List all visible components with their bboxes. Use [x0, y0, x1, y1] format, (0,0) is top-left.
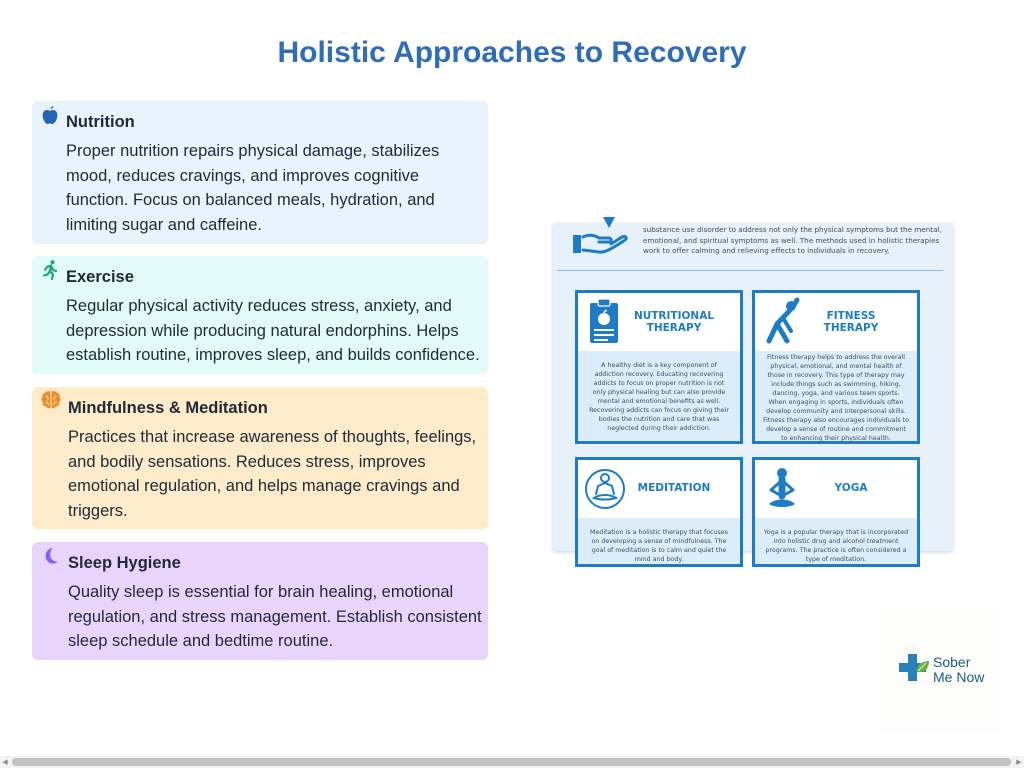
- infographic-divider: [557, 270, 943, 271]
- meditation-box: [575, 457, 743, 567]
- nutritional-therapy-box: [575, 290, 743, 444]
- sleep-card: [32, 542, 488, 660]
- card-heading: Mindfulness & Meditation: [68, 399, 268, 417]
- box-description: A healthy diet is a key component of addiction recovery. Educating recovering addicts to focus on proper nutrition is not only physical healing but can also provide mental and emotional benefits as well. Recovering addicts can focus on giving their bodies the nutrition and care that was neglected during their addiction.: [578, 351, 740, 441]
- card-body: Regular physical activity reduces stress, anxiety, and depression while producing natural endorphins. Helps establish routine, improves sleep, and builds confidence.: [66, 297, 480, 365]
- box-header: [755, 293, 917, 351]
- horizontal-scrollbar[interactable]: [0, 756, 1024, 768]
- fitness-therapy-box: [752, 290, 920, 444]
- crescent-moon-icon: [40, 545, 60, 567]
- box-title: YOGA: [834, 482, 868, 494]
- scroll-left-arrow-icon[interactable]: ◀: [2, 758, 8, 766]
- logo-line-2: Me Now: [933, 668, 985, 685]
- box-title: MEDITATION: [637, 482, 711, 494]
- box-description: Fitness therapy helps to address the overall physical, emotional, and mental health of those in recovery. This type of therapy may include things such as swimming, hiking, dancing, yoga, and various team sports. When engaging in sports, individuals often develop community and interpersonal skills. Fitness therapy also encourages individuals to develop a sense of routine and commitment to enhancing their physical health.: [755, 351, 917, 441]
- holistic-therapies-infographic: [553, 223, 953, 563]
- logo-line-1: Sober: [933, 654, 971, 670]
- apple-icon: [40, 104, 60, 126]
- running-person-icon: [40, 259, 60, 281]
- box-header: [755, 460, 917, 518]
- sober-me-now-logo: [881, 609, 1000, 730]
- meditation-circle-icon: [584, 464, 626, 514]
- box-title: NUTRITIONAL THERAPY: [633, 310, 715, 334]
- mindfulness-card: [32, 387, 488, 529]
- scroll-right-arrow-icon[interactable]: ▶: [1016, 758, 1022, 766]
- medical-cross-leaf-icon: [897, 652, 931, 686]
- giving-hand-icon: [569, 217, 631, 261]
- card-body: Proper nutrition repairs physical damage, stabilizes mood, reduces cravings, and improves cognitive function. Focus on balanced meals, hydration, and limiting sugar and caffeine.: [66, 142, 440, 234]
- card-heading: Exercise: [66, 268, 134, 286]
- box-description: Meditation is a holistic therapy that focuses on developing a sense of mindfulness. The goal of meditation is to calm and quiet the mind and body.: [578, 518, 740, 564]
- scrollbar-thumb[interactable]: [12, 758, 1011, 766]
- nutrition-card: [32, 101, 488, 244]
- yoga-pose-icon: [761, 464, 803, 514]
- card-heading: Nutrition: [66, 113, 135, 131]
- yoga-box: [752, 457, 920, 567]
- brain-icon: [40, 389, 62, 411]
- exercise-card: [32, 256, 488, 374]
- logo-text: [933, 655, 997, 684]
- box-description: Yoga is a popular therapy that is incorporated into holistic drug and alcohol treatment programs. The practice is often considered a type of meditation.: [755, 518, 917, 564]
- clipboard-apple-icon: [584, 297, 626, 347]
- infographic-intro-text: substance use disorder to address not only the physical symptoms but the mental, emotional, and spiritual symptoms as well. The methods used in holistic therapies work to offer calming and relieving effects to individuals in recovery.: [643, 225, 942, 256]
- card-heading: Sleep Hygiene: [68, 554, 181, 572]
- page-title: Holistic Approaches to Recovery: [277, 36, 747, 69]
- stretching-person-icon: [761, 297, 803, 347]
- box-header: [578, 293, 740, 351]
- card-body: Quality sleep is essential for brain healing, emotional regulation, and stress management. Establish consistent sleep schedule and bedtime routine.: [68, 583, 482, 651]
- card-body: Practices that increase awareness of thoughts, feelings, and bodily sensations. Reduces stress, improves emotional regulation, and helps manage cravings and triggers.: [68, 428, 477, 520]
- box-header: [578, 460, 740, 518]
- box-title: FITNESS THERAPY: [823, 310, 879, 334]
